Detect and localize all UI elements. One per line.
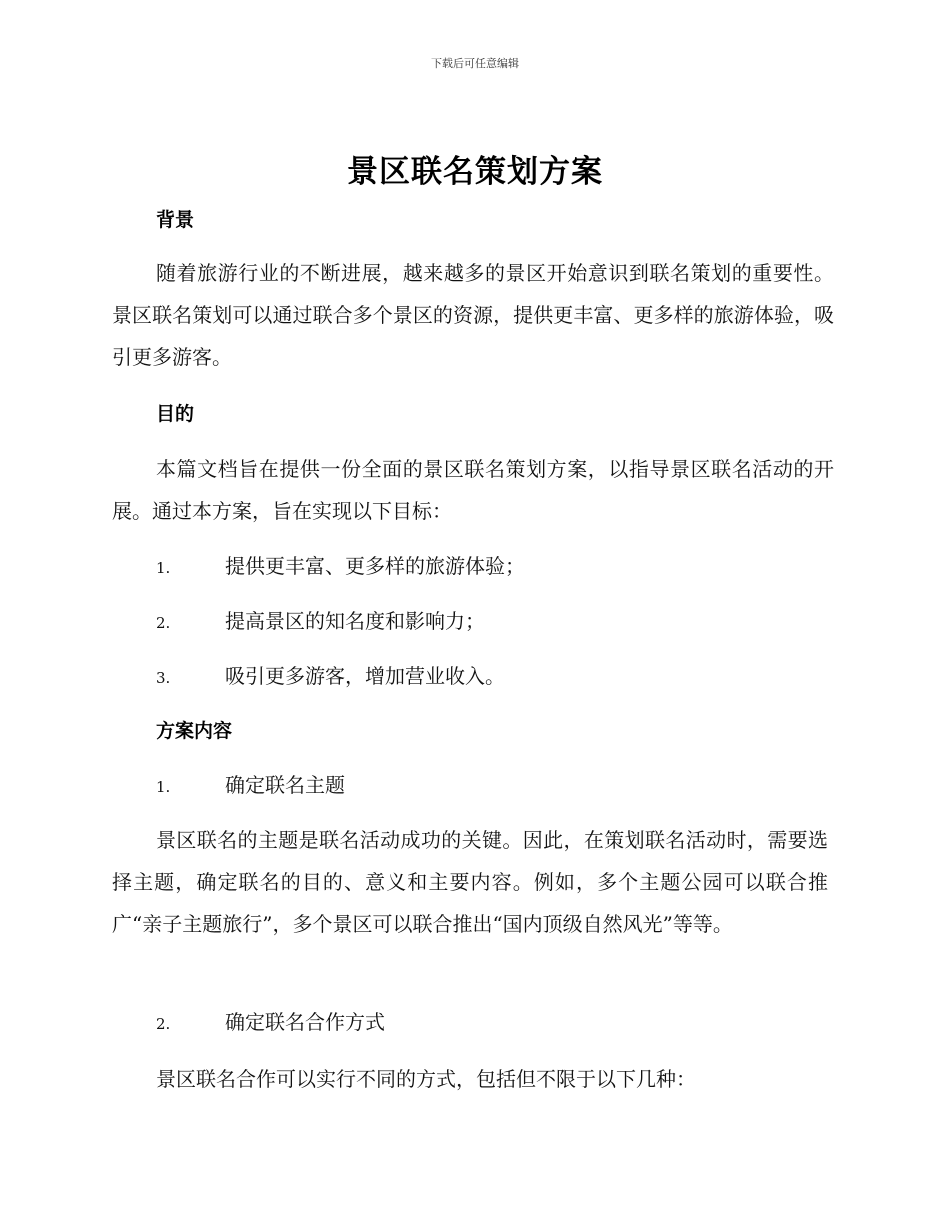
- cooperation-paragraph: 景区联名合作可以实行不同的方式，包括但不限于以下几种：: [156, 1067, 696, 1091]
- list-number: 1.: [156, 778, 171, 796]
- plan-step-item: [156, 1008, 385, 1038]
- section-heading-plan-content: 方案内容: [156, 720, 233, 742]
- list-number: 3.: [156, 669, 171, 687]
- list-item-text: 提高景区的知名度和影响力；: [225, 609, 485, 633]
- list-number: 2.: [156, 614, 171, 632]
- list-item-text: 吸引更多游客，增加营业收入。: [225, 664, 505, 688]
- theme-paragraph: 景区联名的主题是联名活动成功的关键。因此，在策划联名活动时，需要选择主题，确定联名的目的、意义和主要内容。例如，多个主题公园可以联合推广“亲子主题旅行”，多个景区可以联合推出“国内顶级自然风光”等等。: [112, 828, 828, 936]
- list-number: 1.: [156, 559, 171, 577]
- section-heading-purpose: 目的: [156, 403, 195, 425]
- goal-list-item: [156, 552, 525, 582]
- section-heading-background: 背景: [156, 209, 195, 231]
- purpose-paragraph: 本篇文档旨在提供一份全面的景区联名策划方案，以指导景区联名活动的开展。通过本方案，旨在实现以下目标：: [112, 457, 834, 523]
- goal-list-item: [156, 607, 485, 637]
- list-item-text: 确定联名主题: [225, 773, 345, 797]
- page-header-note: 下载后可任意编辑: [431, 57, 519, 70]
- background-paragraph: 随着旅游行业的不断进展，越来越多的景区开始意识到联名策划的重要性。景区联名策划可以通过联合多个景区的资源，提供更丰富、更多样的旅游体验，吸引更多游客。: [112, 261, 834, 369]
- plan-step-item: [156, 771, 345, 801]
- document-title: 景区联名策划方案: [347, 154, 603, 190]
- list-number: 2.: [156, 1015, 171, 1033]
- list-item-text: 提供更丰富、更多样的旅游体验；: [225, 554, 525, 578]
- list-item-text: 确定联名合作方式: [225, 1010, 385, 1034]
- goal-list-item: [156, 662, 505, 692]
